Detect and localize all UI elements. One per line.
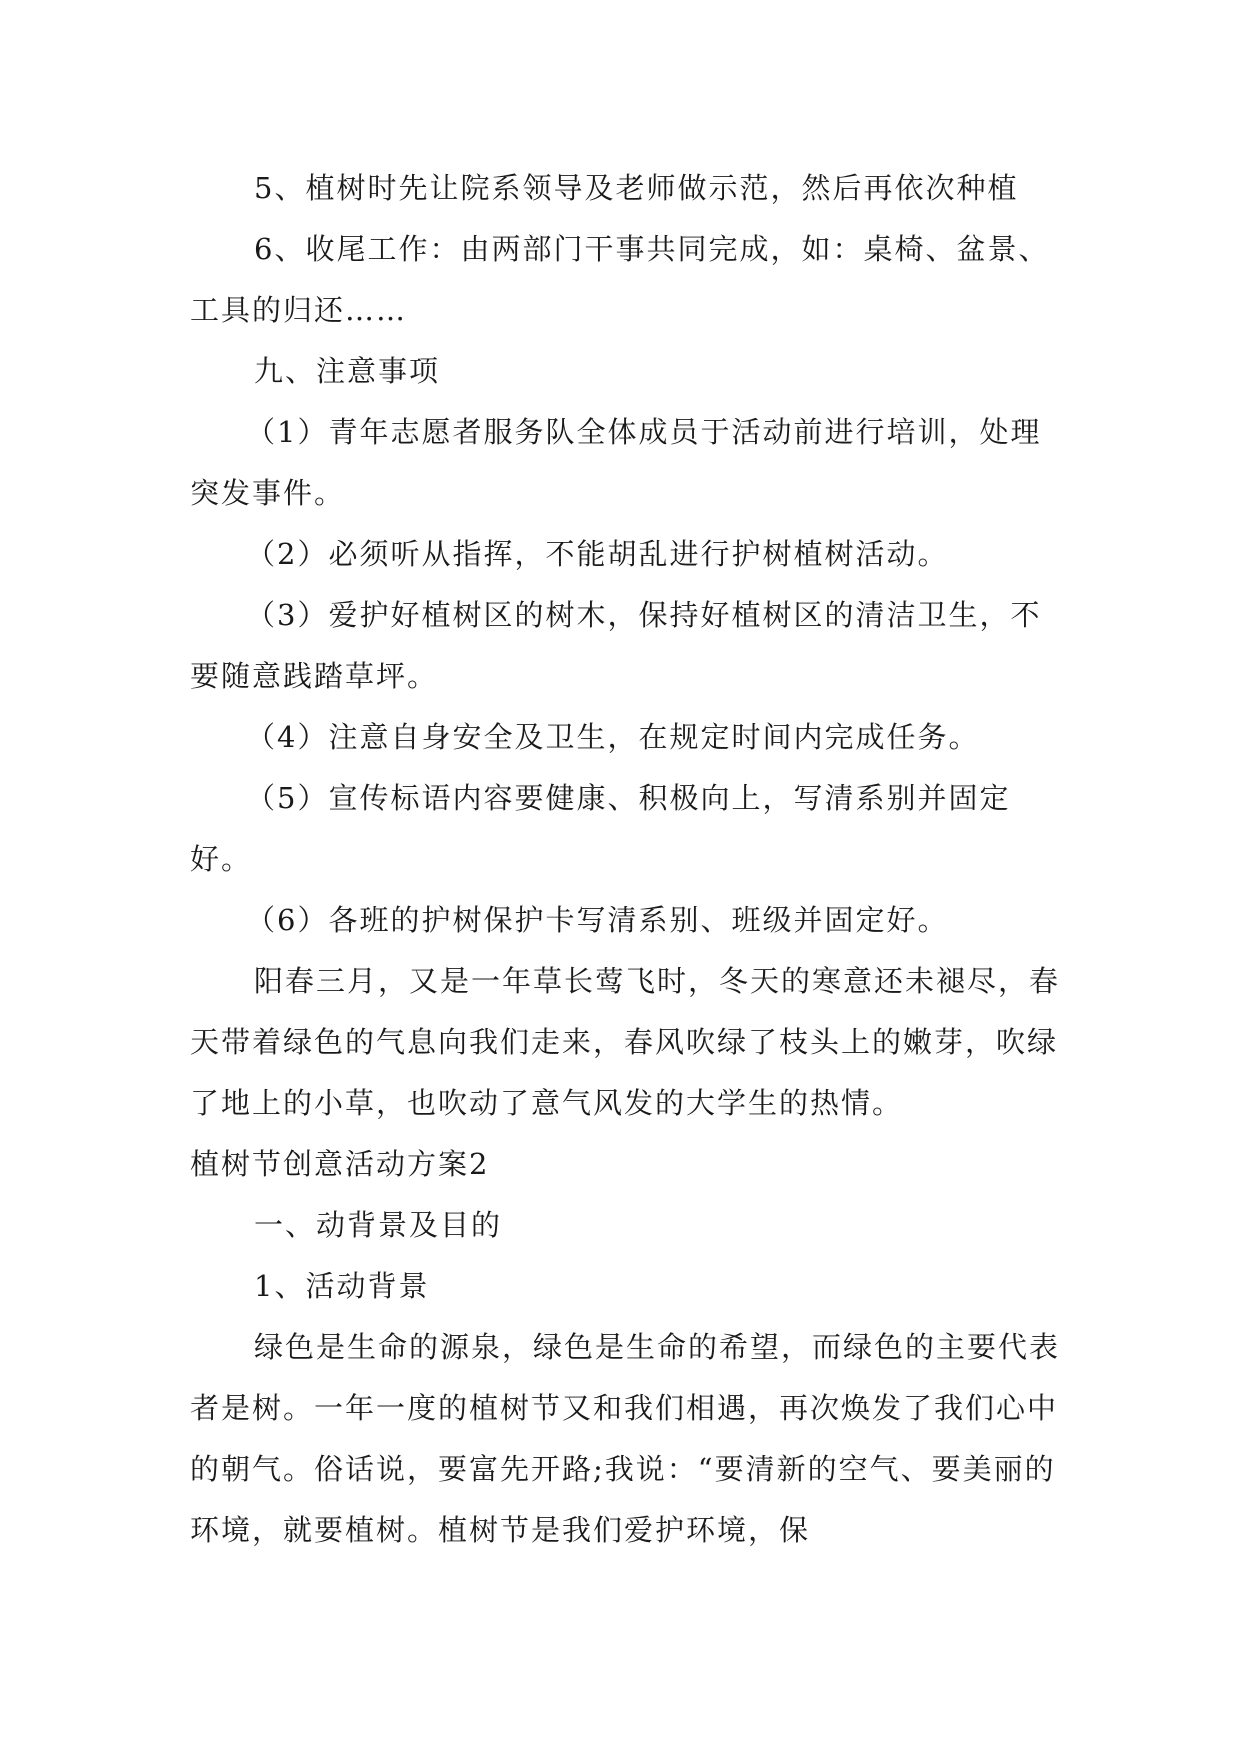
- note-item-3: （3）爱护好植树区的树木，保持好植树区的清洁卫生，不要随意践踏草坪。: [190, 598, 1042, 693]
- document-title-plan-2: 植树节创意活动方案2: [190, 1147, 490, 1181]
- note-item-4: （4）注意自身安全及卫生，在规定时间内完成任务。: [246, 720, 980, 754]
- note-item-5: （5）宣传标语内容要健康、积极向上，写清系别并固定好。: [190, 781, 1011, 876]
- note-item-2: （2）必须听从指挥，不能胡乱进行护树植树活动。: [246, 537, 949, 571]
- paragraph-step-6: 6、收尾工作：由两部门干事共同完成，如：桌椅、盆景、工具的归还……: [190, 232, 1050, 327]
- section-heading-notes: 九、注意事项: [254, 354, 441, 388]
- paragraph-green-life: 绿色是生命的源泉，绿色是生命的希望，而绿色的主要代表者是树。一年一度的植树节又和我们相遇，再次焕发了我们心中的朝气。俗话说，要富先开路;我说：“要清新的空气、要美丽的环境，就要植树。植树节是我们爱护环境，保: [190, 1330, 1061, 1547]
- subheading-activity-background: 1、活动背景: [254, 1269, 430, 1303]
- paragraph-step-5: 5、植树时先让院系领导及老师做示范，然后再依次种植: [254, 171, 1019, 205]
- paragraph-spring-intro: 阳春三月，又是一年草长莺飞时，冬天的寒意还未褪尽，春天带着绿色的气息向我们走来，春风吹绿了枝头上的嫩芽，吹绿了地上的小草，也吹动了意气风发的大学生的热情。: [190, 964, 1061, 1120]
- document-body: [190, 158, 1060, 1561]
- section-heading-background: 一、动背景及目的: [254, 1208, 503, 1242]
- note-item-1: （1）青年志愿者服务队全体成员于活动前进行培训，处理突发事件。: [190, 415, 1042, 510]
- note-item-6: （6）各班的护树保护卡写清系别、班级并固定好。: [246, 903, 949, 937]
